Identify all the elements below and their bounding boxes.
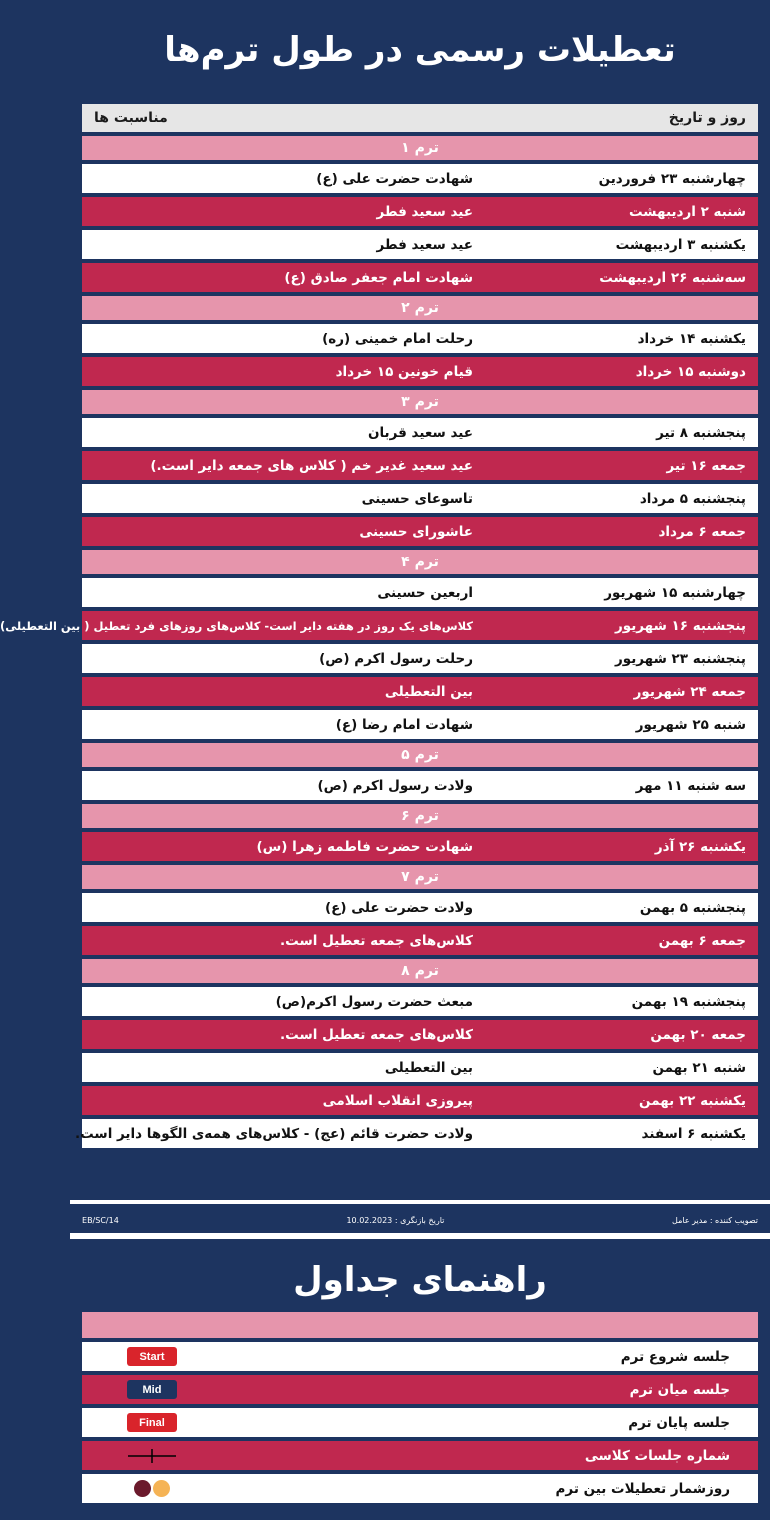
- row-date: یکشنبه ۱۴ خرداد: [637, 330, 746, 347]
- row-date: پنجشنبه ۸ تیر: [656, 424, 746, 441]
- row-occasion: کلاس‌های جمعه تعطیل است.: [280, 932, 473, 949]
- row-date: یکشنبه ۳ اردیبهشت: [615, 236, 746, 253]
- final-badge: Final: [127, 1413, 177, 1432]
- row-occasion: بین التعطیلی: [384, 1059, 473, 1076]
- divider: [70, 1233, 770, 1239]
- table-row: [82, 517, 758, 546]
- table-row: [82, 324, 758, 353]
- term-band: ترم ۵: [82, 743, 758, 767]
- legend-label: جلسه شروع ترم: [620, 1348, 730, 1365]
- row-occasion: عید سعید غدیر خم ( کلاس های جمعه دایر است.): [150, 457, 473, 474]
- row-date: پنجشنبه ۵ مرداد: [639, 490, 746, 507]
- row-date: یکشنبه ۲۶ آذر: [654, 838, 746, 855]
- table-body: [0, 136, 758, 1148]
- table-row: [82, 644, 758, 673]
- legend-band: [82, 1312, 758, 1338]
- legend-label: شماره جلسات کلاسی: [584, 1447, 730, 1464]
- footer-approver: تصویب کننده : مدیر عامل: [672, 1215, 758, 1225]
- table-row: [82, 893, 758, 922]
- row-date: چهارشنبه ۱۵ شهریور: [604, 584, 746, 601]
- row-occasion: عاشورای حسینی: [359, 523, 473, 540]
- table-row: [82, 926, 758, 955]
- table-row: [82, 1086, 758, 1115]
- row-occasion: عید سعید فطر: [376, 203, 473, 220]
- row-date: پنجشنبه ۱۹ بهمن: [631, 993, 746, 1010]
- term-band: ترم ۲: [82, 296, 758, 320]
- legend-row-final: [82, 1408, 758, 1437]
- term-band: ترم ۱: [82, 136, 758, 160]
- table-row: [82, 677, 758, 706]
- table-row: [82, 832, 758, 861]
- table-row: [82, 357, 758, 386]
- row-occasion: ولادت حضرت علی (ع): [325, 899, 473, 916]
- table-row: [82, 451, 758, 480]
- term-band: ترم ۳: [82, 390, 758, 414]
- row-date: چهارشنبه ۲۳ فروردین: [598, 170, 746, 187]
- row-occasion: رحلت امام خمینی (ره): [322, 330, 473, 347]
- legend-row-start: [82, 1342, 758, 1371]
- table-row: [82, 230, 758, 259]
- table-row: [82, 263, 758, 292]
- row-date: شنبه ۲ اردیبهشت: [629, 203, 746, 220]
- holidays-table: [0, 104, 758, 1148]
- row-occasion: عید سعید فطر: [376, 236, 473, 253]
- footer: [82, 1210, 758, 1230]
- row-occasion: شهادت امام جعفر صادق (ع): [284, 269, 473, 286]
- row-occasion: شهادت حضرت فاطمه زهرا (س): [256, 838, 473, 855]
- row-date: جمعه ۲۴ شهریور: [633, 683, 746, 700]
- divider: [70, 1200, 770, 1204]
- row-date: پنجشنبه ۲۳ شهریور: [614, 650, 746, 667]
- row-date: جمعه ۶ مرداد: [658, 523, 746, 540]
- table-row: [82, 197, 758, 226]
- header-occasion: مناسبت ها: [94, 110, 168, 126]
- footer-revision-date: تاریخ بازنگری : 10.02.2023: [346, 1215, 445, 1225]
- row-date: شنبه ۲۵ شهریور: [635, 716, 746, 733]
- row-occasion: ولادت حضرت قائم (عج) - کلاس‌های همه‌ی الگوها دایر است.: [75, 1125, 473, 1142]
- table-row: [82, 484, 758, 513]
- row-occasion: کلاس‌های یک روز در هفته دایر است- کلاس‌های روزهای فرد تعطیل ( بین التعطیلی): [0, 618, 473, 633]
- row-date: پنجشنبه ۵ بهمن: [639, 899, 746, 916]
- table-row: [82, 771, 758, 800]
- legend-table: [82, 1312, 758, 1503]
- table-row: [82, 578, 758, 607]
- line-icon: [126, 1448, 178, 1464]
- header-date: روز و تاریخ: [668, 110, 746, 126]
- dots-icon: [120, 1480, 184, 1497]
- legend-label: روزشمار تعطیلات بین ترم: [555, 1480, 730, 1497]
- table-row: [82, 164, 758, 193]
- row-date: جمعه ۶ بهمن: [658, 932, 746, 949]
- dot-light-icon: [153, 1480, 170, 1497]
- row-date: شنبه ۲۱ بهمن: [652, 1059, 746, 1076]
- term-band: ترم ۷: [82, 865, 758, 889]
- legend-title: راهنمای جداول: [293, 1260, 547, 1300]
- row-occasion: شهادت امام رضا (ع): [335, 716, 473, 733]
- legend-label: جلسه پایان ترم: [628, 1414, 730, 1431]
- row-occasion: کلاس‌های جمعه تعطیل است.: [280, 1026, 473, 1043]
- row-occasion: مبعث حضرت رسول اکرم(ص): [275, 993, 473, 1010]
- row-occasion: شهادت حضرت علی (ع): [316, 170, 473, 187]
- row-date: جمعه ۱۶ تیر: [666, 457, 746, 474]
- term-band: ترم ۶: [82, 804, 758, 828]
- table-row: [82, 1053, 758, 1082]
- row-occasion: اربعین حسینی: [377, 584, 473, 601]
- row-occasion: پیروزی انقلاب اسلامی: [322, 1092, 473, 1109]
- table-row: [0, 611, 758, 640]
- table-row: [82, 418, 758, 447]
- legend-row-session-number: [82, 1441, 758, 1470]
- table-row: [82, 710, 758, 739]
- table-row: [82, 1020, 758, 1049]
- row-date: سه شنبه ۱۱ مهر: [635, 777, 746, 794]
- row-occasion: عید سعید قربان: [367, 424, 473, 441]
- legend-label: جلسه میان ترم: [629, 1381, 730, 1398]
- dot-dark-icon: [134, 1480, 151, 1497]
- row-date: دوشنبه ۱۵ خرداد: [635, 363, 746, 380]
- footer-code: EB/SC/14: [82, 1215, 119, 1225]
- table-row: [82, 987, 758, 1016]
- row-occasion: ولادت رسول اکرم (ص): [317, 777, 473, 794]
- row-occasion: بین التعطیلی: [384, 683, 473, 700]
- table-header: [82, 104, 758, 132]
- page-title: تعطیلات رسمی در طول ترم‌ها: [164, 30, 676, 70]
- term-band: ترم ۸: [82, 959, 758, 983]
- row-occasion: تاسوعای حسینی: [361, 490, 473, 507]
- legend-row-break-counter: [82, 1474, 758, 1503]
- legend-row-mid: [82, 1375, 758, 1404]
- row-date: یکشنبه ۶ اسفند: [641, 1125, 746, 1142]
- table-row: [75, 1119, 758, 1148]
- mid-badge: Mid: [127, 1380, 177, 1399]
- row-occasion: قیام خونین ۱۵ خرداد: [335, 363, 473, 380]
- row-date: جمعه ۲۰ بهمن: [650, 1026, 746, 1043]
- row-date: یکشنبه ۲۲ بهمن: [639, 1092, 746, 1109]
- row-occasion: رحلت رسول اکرم (ص): [319, 650, 473, 667]
- term-band: ترم ۴: [82, 550, 758, 574]
- start-badge: Start: [127, 1347, 177, 1366]
- row-date: پنجشنبه ۱۶ شهریور: [614, 617, 746, 634]
- row-date: سه‌شنبه ۲۶ اردیبهشت: [599, 269, 746, 286]
